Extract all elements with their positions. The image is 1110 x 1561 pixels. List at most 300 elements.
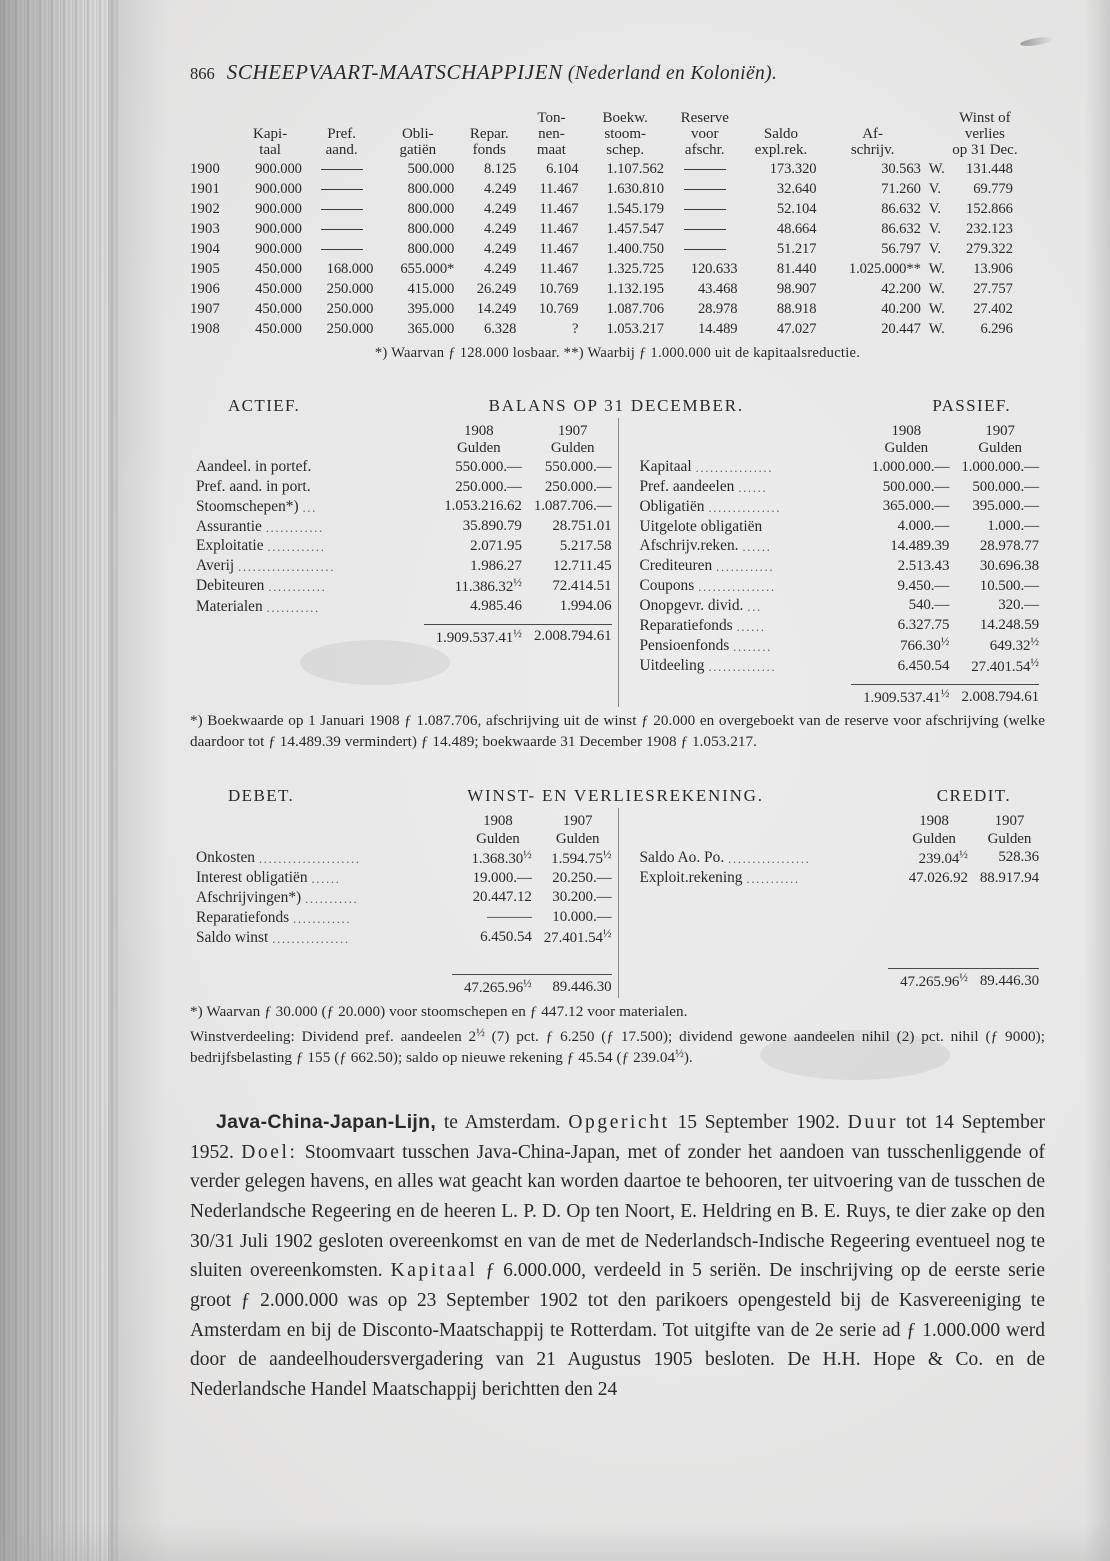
col-header-afschrijving: Af- schrijv. [850,125,895,158]
winst-verlies-amount: 27.757 [973,281,1013,298]
winst-verlies-debet-row [196,928,612,949]
winst-verlies-amount: 131.448 [966,161,1013,178]
account-value-1908: 6.450.54 [897,657,950,674]
col-header-reparatiefonds: Repar. fonds [469,125,509,158]
account-value-1908: 4.000.— [897,518,950,535]
winst-verlies-flag: V. [928,181,941,198]
cell-reserve: 120.633 [690,261,738,278]
cell-saldo: 173.320 [769,161,817,178]
balans-actief-year-row [196,422,612,440]
winst-verlies-debet-heading: DEBET. [228,785,295,805]
account-value-1907: 550.000.— [544,458,612,475]
cell-winst-verlies [925,260,1045,280]
balans-passief-row [640,576,1040,596]
account-label: Assurantie ............ [196,517,324,535]
cell-year: 1905 [190,261,220,278]
company-seat: te Amsterdam. [436,1112,569,1134]
account-value-1908: 47.026.92 [908,869,968,886]
account-value-1908: ——— [487,909,532,926]
winst-verlies-amount: 69.779 [973,181,1013,198]
cell-obligatien: 395.000 [407,301,455,318]
cell-reparatiefonds: 4.249 [484,261,517,278]
balans-passief-year-1907: 1907 [985,422,1015,439]
balans-passief-currency-1907: Gulden [978,440,1022,457]
account-label: Coupons ................ [639,577,776,595]
account-value-1907: 250.000.— [544,478,612,495]
account-value-1908: 6.327.75 [897,617,950,634]
cell-pref-aand [306,240,377,260]
dot-leader: ........... [746,871,800,887]
cell-afschrijving: 30.563 [881,161,921,178]
balans-actief-row [196,517,612,537]
account-value-1907: 5.217.58 [559,537,612,554]
account-label: Saldo Ao. Po. ................. [639,848,811,866]
balans-actief-heading: ACTIEF. [228,395,301,415]
balans-actief-year-1907: 1907 [557,422,588,439]
duration-date: tot 14 September 1952. [190,1112,1045,1163]
balans-center-heading: BALANS OP 31 DECEMBER. [488,395,744,415]
account-label: Exploitatie ............ [196,537,326,555]
yearly-table-row [190,320,1045,340]
cell-boekwaarde: 1.400.750 [606,241,664,258]
winst-verlies-flag: V. [928,221,941,238]
cell-reparatiefonds: 8.125 [484,161,517,178]
account-value-1907: 1.087.706.— [533,498,612,515]
winst-verlies-credit-rows [640,848,1040,888]
cell-obligatien: 365.000 [407,321,455,338]
cell-obligatien: 655.000* [400,261,455,278]
account-label: Reparatiefonds ............ [196,908,352,926]
label-duur: Duur [847,1112,899,1134]
yearly-table-row [190,240,1045,260]
account-value-1907: 395.000.— [972,498,1039,515]
winst-verlies-debet-row [196,848,612,869]
balans-actief-total-row [196,625,612,648]
debet-year-1907: 1907 [562,812,593,829]
cell-reserve [668,160,742,180]
account-value-1907: $1.594.75^{\frac{1}{2}}$ [551,848,612,867]
balans-passief-year-1908: 1908 [891,422,922,439]
account-value-1908: 14.489.39 [890,537,950,554]
balans-passief-row [640,616,1040,636]
company-name: Java-China-Japan-Lijn, [216,1111,437,1134]
account-value-1907: 14.248.59 [979,617,1039,634]
credit-total-row [640,969,1040,992]
balans-passief-total-1908: $1.909.537.41^{\frac{1}{2}}$ [863,687,950,706]
balans-passief-row [640,457,1040,477]
credit-year-row [640,812,1040,830]
col-header-reserve-afschrijving: Reserve voor afschr. [680,110,729,158]
col-header-pref-aand: Pref. aand. [325,125,358,158]
account-value-1908: 250.000.— [455,478,522,495]
running-head [190,60,1045,85]
winst-verlies-heading-row [190,786,1045,806]
cell-year: 1901 [190,181,220,198]
capital-body: ƒ 6.000.000, verdeeld in 5 seriën. De inschrijving op de eerste serie groot ƒ 2.000.000 was op 23 September 1902 tot den parikoers opengesteld bij de Kasvereeniging te Amsterdam en bij de Disconto-Maatschappij te Rotterdam. Tot uitgifte van de 2e serie ad ƒ 1.000.000 werd door de aandeelhoudersvergadering van 21 Augustus 1905 besloten. De H.H. Hope & Co. en de Nederlandsche Handel Maatschappij berichtten den 24 [190,1260,1045,1400]
winst-verlies-flag: W. [928,161,945,178]
winst-verlies-credit-row [640,868,1040,888]
account-value-1908: $1.368.30^{\frac{1}{2}}$ [471,848,532,867]
cell-saldo: 32.640 [776,181,817,198]
cell-winst-verlies [925,240,1045,260]
yearly-table-row [190,180,1045,200]
cell-pref-aand [306,200,377,220]
balans-actief-rows [196,457,612,616]
cell-winst-verlies [925,300,1045,320]
cell-saldo: 47.027 [776,321,817,338]
label-doel: Doel: [241,1141,298,1163]
account-value-1908: 20.447.12 [472,889,532,906]
dot-leader: ...... [311,871,341,887]
cell-boekwaarde: 1.545.179 [606,201,664,218]
account-value-1908: 500.000.— [882,478,950,495]
col-header-kapitaal: Kapi- taal [253,125,288,158]
dot-leader: ................. [728,850,811,866]
balans-actief-total-1907: 2.008.794.61 [533,628,612,645]
cell-tonnenmaat: 11.467 [539,241,579,258]
cell-kapitaal: 900.000 [255,161,302,178]
dot-leader: ... [747,598,762,614]
winst-verlies-flag: V. [928,241,941,258]
cell-kapitaal: 450.000 [255,301,302,318]
cell-kapitaal: 900.000 [255,221,302,238]
cell-pref-aand: 250.000 [326,301,374,318]
winst-verlies-credit-pane [618,812,1046,998]
credit-year-1908: 1908 [919,812,949,829]
cell-obligatien: 800.000 [407,181,455,198]
balans-actief-row [196,477,612,497]
cell-obligatien: 415.000 [407,281,455,298]
debet-currency-row [196,830,612,848]
debet-year-1908: 1908 [483,812,513,829]
account-value-1907: 500.000.— [972,478,1039,495]
balans-actief-currency-1907: Gulden [550,440,595,457]
cell-tonnenmaat: 10.769 [538,281,579,298]
account-value-1907: 12.711.45 [552,557,612,574]
cell-year: 1902 [190,201,220,218]
account-label: Averij .................... [196,557,336,575]
page-content [190,60,1045,1404]
account-label: Debiteuren ............ [196,577,327,595]
winst-verlies-amount: 232.123 [966,221,1013,238]
credit-total-rule [640,888,1040,969]
cell-afschrijving: 56.797 [881,241,921,258]
col-header-winst-of-verlies: Winst of verlies op 31 Dec. [952,110,1018,158]
account-label: Exploit.rekening ........... [639,869,800,887]
cell-reserve [668,180,742,200]
balans-actief-row [196,556,612,576]
cell-boekwaarde: 1.087.706 [606,301,664,318]
balans-passief-total-row [640,685,1040,708]
credit-currency-1908: Gulden [912,830,956,847]
account-label: Materialen ........... [196,597,320,615]
winst-verlies-amount: 152.866 [966,201,1013,218]
winst-verlies-amount: 279.322 [966,241,1013,258]
account-value-1907: 528.36 [998,849,1039,866]
account-value-1908: 2.513.43 [897,557,950,574]
winst-verlies-debet-row [196,868,612,888]
cell-reparatiefonds: 4.249 [484,241,517,258]
account-label: Crediteuren ............ [639,557,775,575]
dot-leader: ............ [265,519,324,535]
account-value-1908: $11.386.32^{\frac{1}{2}}$ [454,577,522,595]
cell-pref-aand [306,180,377,200]
dot-leader: ........... [305,890,359,906]
account-label: Uitgelote obligatiën [639,517,763,535]
account-label: Uitdeeling .............. [639,657,777,675]
balans-actief-currency-1908: Gulden [456,440,501,457]
account-value-1907: 88.917.94 [979,869,1039,886]
cell-boekwaarde: 1.132.195 [606,281,664,298]
account-value-1907: 10.000.— [552,909,612,926]
cell-obligatien: 800.000 [407,201,455,218]
cell-reserve [668,200,742,220]
account-label: Onopgevr. divid. ... [639,596,762,614]
cell-tonnenmaat: 11.467 [539,261,579,278]
credit-currency-1907: Gulden [987,830,1032,847]
balans-passief-row [640,537,1040,557]
account-label: Obligatiën ............... [639,497,782,515]
account-value-1907: 20.250.— [552,869,612,886]
account-label: Onkosten ..................... [196,848,361,866]
debet-total-1908: $47.265.96^{\frac{1}{2}}$ [464,978,532,997]
balans-actief-row [196,597,612,617]
winst-verlies-flag: W. [928,301,945,318]
cell-reserve: 43.468 [697,281,738,298]
yearly-table-row [190,220,1045,240]
debet-total-row [196,975,612,998]
cell-boekwaarde: 1.630.810 [606,181,664,198]
founded-date: 15 September 1902. [669,1112,848,1134]
account-label: Afschrijv.reken. ...... [639,537,772,555]
cell-year: 1906 [190,281,220,298]
dot-leader: ................ [695,460,774,476]
dot-leader: ... [302,499,318,515]
account-value-1907: 1.000.000.— [961,458,1039,475]
yearly-table-row [190,260,1045,280]
winst-verlies-debet-row [196,888,612,908]
cell-reparatiefonds: 26.249 [476,281,517,298]
winst-verlies-debet-row [196,908,612,928]
dot-leader: ............ [293,910,352,926]
balans-actief-total-rule [196,617,612,625]
account-value-1908: 540.— [908,597,950,614]
account-value-1908: 35.890.79 [462,518,522,535]
account-value-1907: 10.500.— [979,577,1039,594]
cell-tonnenmaat: 6.104 [546,161,579,178]
cell-afschrijving: 42.200 [881,281,921,298]
balans-actief-pane [190,422,618,708]
cell-saldo: 98.907 [776,281,817,298]
dot-leader: ................ [272,930,350,946]
cell-afschrijving: 1.025.000** [848,261,921,278]
cell-boekwaarde: 1.053.217 [606,321,664,338]
account-label: Interest obligatiën ...... [196,869,341,887]
cell-saldo: 52.104 [776,201,817,218]
balans-passief-table [640,422,1040,708]
cell-tonnenmaat: 10.769 [538,301,579,318]
cell-reparatiefonds: 4.249 [484,201,517,218]
account-value-1908: 2.071.95 [470,537,522,554]
dot-leader: .................... [238,559,336,575]
cell-kapitaal: 450.000 [255,321,302,338]
binding-gutter-shadow [0,0,118,1561]
page-bottom-edge-shadow [0,1521,1110,1561]
dot-leader: .............. [708,659,777,675]
cell-saldo: 81.440 [776,261,817,278]
yearly-statistics-table [190,111,1045,340]
yearly-table-header-row [190,111,1045,160]
account-value-1907: 28.978.77 [979,537,1039,554]
account-value-1907: 72.414.51 [552,577,612,594]
col-header-saldo-exploitatierekening: Saldo expl.rek. [754,125,808,158]
cell-year: 1903 [190,221,220,238]
cell-obligatien: 800.000 [407,241,455,258]
cell-year: 1904 [190,241,220,258]
col-header-boekwaarde-stoomschepen: Boekw. stoom- schep. [602,110,648,158]
yearly-table-body [190,160,1045,340]
winst-verlies-debet-pane [190,812,618,998]
cell-obligatien: 800.000 [407,221,455,238]
running-head-title: SCHEEPVAART-MAATSCHAPPIJEN [226,60,563,84]
winst-verlies-amount: 6.296 [980,321,1013,338]
cell-afschrijving: 40.200 [881,301,921,318]
cell-saldo: 51.217 [776,241,817,258]
cell-tonnenmaat: 11.467 [539,181,579,198]
balans-passief-total-rule [640,677,1040,685]
account-label: Stoomschepen*) ... [196,497,318,515]
cell-saldo: 48.664 [776,221,817,238]
credit-year-1907: 1907 [994,812,1025,829]
balans-actief-row [196,457,612,477]
cell-year: 1900 [190,161,220,178]
account-value-1908: 4.985.46 [470,598,522,615]
credit-total-1908: $47.265.96^{\frac{1}{2}}$ [900,972,968,990]
account-label: Pensioenfonds ........ [639,636,772,654]
cell-afschrijving: 86.632 [881,221,921,238]
yearly-table-row [190,280,1045,300]
cell-kapitaal: 900.000 [255,181,302,198]
binding-gutter-falloff [108,0,168,1561]
winst-verlies-footnote-b: Winstverdeeling: Dividend pref. aandeelen $2^{\frac{1}{2}}$ (7) pct. ƒ 6.250 (ƒ 17.500); dividend gewone aandeelen nihil (2) pct. nihil (ƒ 9000); bedrijfsbelasting ƒ 155 (ƒ 662.50); saldo op nieuwe rekening ƒ 45.54 (ƒ $239.04^{\frac{1}{2}}$). [190,1027,1046,1067]
cell-year: 1907 [190,301,220,318]
balans-passief-row [640,635,1040,656]
balans-actief-table [196,422,612,648]
cell-saldo: 88.918 [776,301,817,318]
yearly-table-footnote: *) Waarvan ƒ 128.000 losbaar. **) Waarbij ƒ 1.000.000 uit de kapitaalsreductie. [374,344,861,361]
scan-smudge-artifact [1020,35,1055,47]
account-label: Reparatiefonds ...... [639,616,766,634]
debet-currency-1908: Gulden [476,830,520,847]
balans-actief-total-1908: $1.909.537.41^{\frac{1}{2}}$ [435,627,522,646]
account-value-1907: 1.994.06 [559,598,612,615]
balans-passief-currency-row [640,440,1040,458]
label-opgericht: Opgericht [568,1112,670,1134]
account-value-1908: $766.30^{\frac{1}{2}}$ [900,636,950,655]
cell-reparatiefonds: 4.249 [484,221,517,238]
yearly-table-head [190,111,1045,160]
balans-passief-rows [640,457,1040,676]
company-entry [190,1108,1045,1404]
cell-reparatiefonds: 6.328 [484,321,517,338]
cell-pref-aand [306,220,377,240]
balans-passief-row [640,477,1040,497]
debet-year-row [196,812,612,830]
company-entry-paragraph [190,1108,1045,1404]
col-header-tonnenmaat: Ton- nen- maat [536,110,566,158]
dot-leader: ...... [738,480,768,496]
winst-verlies-flag: V. [928,201,941,218]
account-value-1907: $27.401.54^{\frac{1}{2}}$ [543,928,612,947]
balans-passief-heading: PASSIEF. [932,395,1011,415]
balans-passief-row [640,656,1040,677]
dot-leader: ............... [708,499,782,515]
account-label: Aandeel. in portef. [196,458,312,476]
cell-afschrijving: 71.260 [881,181,921,198]
winst-verlies-credit-heading: CREDIT. [936,785,1011,805]
purpose-body: Stoomvaart tusschen Java-China-Japan, met of zonder het aandoen van tusschenliggende of verder gelegen havens, en alles wat geacht kan worden daartoe te behooren, ter uitvoering van de tusschen de Nederlandsche Regeering en de heeren L. P. D. Op ten Noort, E. Heldring en B. E. Ruys, te dier zake op den 30/31 Juli 1902 gesloten overeenkomst en van de met de Nederlandsch-Indische Regeering eventueel nog te sluiten overeenkomsten. [190,1141,1046,1282]
dot-leader: ...... [736,618,766,634]
account-value-1908: 9.450.— [897,577,950,594]
cell-boekwaarde: 1.325.725 [606,261,664,278]
winst-verlies-panes [190,812,1045,998]
account-value-1908: 550.000.— [455,458,522,475]
balans-passief-currency-1908: Gulden [884,440,929,457]
account-value-1908: $239.04^{\frac{1}{2}}$ [918,848,968,867]
dot-leader: ............ [267,539,326,555]
account-value-1908: 1.000.000.— [871,458,950,475]
cell-reserve: 28.978 [697,301,738,318]
cell-reserve [668,240,742,260]
account-value-1907: 320.— [998,597,1039,614]
cell-winst-verlies [925,200,1045,220]
cell-tonnenmaat: ? [572,321,579,338]
winst-verlies-flag: W. [928,261,945,278]
cell-pref-aand: 250.000 [326,281,374,298]
dot-leader: ..................... [258,850,361,866]
cell-kapitaal: 450.000 [255,281,302,298]
folio-number: 866 [190,64,215,83]
balans-heading-row [190,396,1045,416]
balans-panes [190,422,1045,708]
cell-pref-aand: 168.000 [326,261,374,278]
balans-actief-currency-row [196,440,612,458]
account-label: Kapitaal ................ [639,458,774,476]
cell-kapitaal: 450.000 [255,261,302,278]
yearly-table-row [190,160,1045,180]
account-value-1908: 19.000.— [472,869,532,886]
dot-leader: ........ [733,638,772,654]
cell-reserve: 14.489 [697,321,738,338]
winst-verlies-credit-table [640,812,1040,992]
balans-actief-row [196,537,612,557]
account-value-1908: 1.053.216.62 [444,498,522,515]
winst-verlies-amount: 13.906 [973,261,1013,278]
cell-winst-verlies [925,280,1045,300]
winst-verlies-amount: 27.402 [973,301,1013,318]
balans-passief-row [640,517,1040,537]
winst-verlies-flag: W. [928,321,945,338]
cell-tonnenmaat: 11.467 [539,221,579,238]
winst-verlies-credit-row [640,848,1040,869]
balans-actief-year-1908: 1908 [463,422,494,439]
cell-winst-verlies [925,160,1045,180]
cell-afschrijving: 20.447 [881,321,921,338]
col-header-year [190,111,234,160]
page-right-edge-shadow [1084,0,1110,1561]
winst-verlies-flag: W. [928,281,945,298]
account-value-1907: 30.696.38 [979,557,1039,574]
